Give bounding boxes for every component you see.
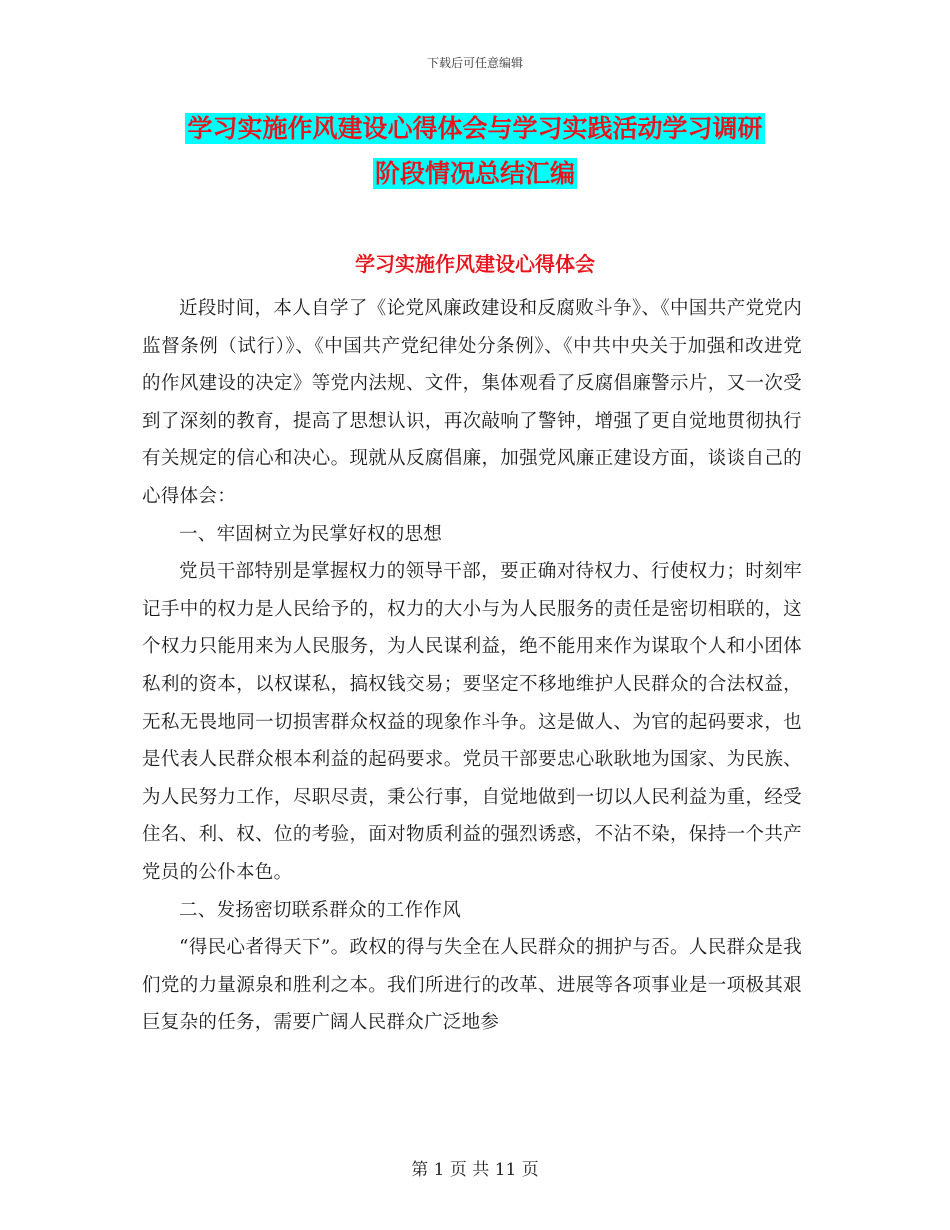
section-heading: 二、发扬密切联系群众的工作作风 (179, 899, 462, 921)
paragraph: “得民心者得天下”。政权的得与失全在人民群众的拥护与否。人民群众是我们党的力量源泉和胜利之本。我们所进行的改革、进展等各项事业是一项极其艰巨复杂的任务，需要广阔人民群众广泛地参 (142, 937, 802, 1034)
document-title-line-1: 学习实施作风建设心得体会与学习实践活动学习调研 (187, 114, 763, 143)
paragraph: 近段时间，本人自学了《论党风廉政建设和反腐败斗争》、《中国共产党党内监督条例（试行）》、《中国共产党纪律处分条例》、《中共中央关于加强和改进党的作风建设的决定》等党内法规、文件，集体观看了反腐倡廉警示片，又一次受到了深刻的教育，提高了思想认识，再次敲响了警钟，增强了更自觉地贯彻执行有关规定的信心和决心。现就从反腐倡廉，加强党风廉正建设方面，谈谈自己的心得体会： (142, 298, 802, 507)
section-heading: 一、牢固树立为民掌好权的思想 (179, 523, 443, 545)
document-title-line-2: 阶段情况总结汇编 (374, 159, 575, 188)
document-title (130, 106, 820, 196)
paragraph: 党员干部特别是掌握权力的领导干部，要正确对待权力、行使权力；时刻牢记手中的权力是人民给予的，权力的大小与为人民服务的责任是密切相联的，这个权力只能用来为人民服务，为人民谋利益，绝不能用来作为谋取个人和小团体私利的资本，以权谋私，搞权钱交易；要坚定不移地维护人民群众的合法权益，无私无畏地同一切损害群众权益的现象作斗争。这是做人、为官的起码要求，也是代表人民群众根本利益的起码要求。党员干部要忠心耿耿地为国家、为民族、为人民努力工作，尽职尽责，秉公行事，自觉地做到一切以人民利益为重，经受住名、利、权、位的考验，面对物质利益的强烈诱惑，不沾不染，保持一个共产党员的公仆本色。 (142, 561, 802, 883)
document-body (142, 290, 802, 1042)
page-footer: 第 1 页 共 11 页 (411, 1160, 539, 1180)
header-note: 下载后可任意编辑 (426, 56, 523, 70)
section-title: 学习实施作风建设心得体会 (355, 252, 595, 276)
